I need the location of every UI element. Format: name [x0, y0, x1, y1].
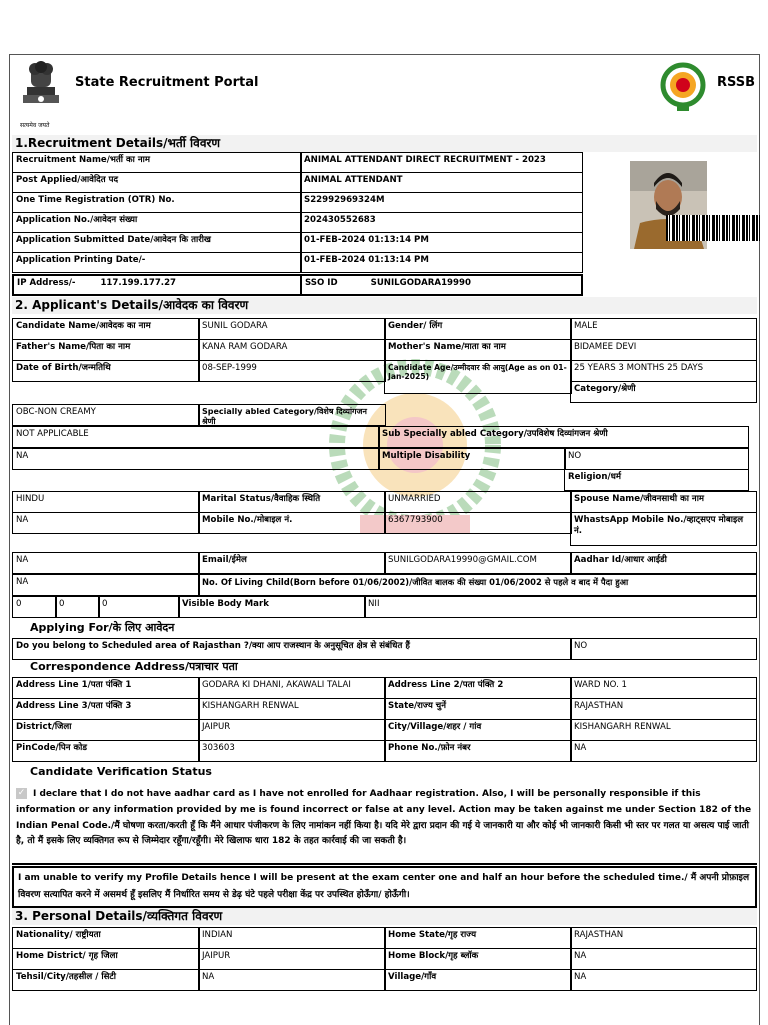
tehsil-label: Tehsil/City/तहसील / सिटी: [12, 969, 200, 991]
post-applied-value: ANIMAL ATTENDANT: [300, 172, 583, 193]
state-label: State/राज्य चुनें: [384, 698, 572, 720]
home-district-label: Home District/ गृह जिला: [12, 948, 200, 970]
category-label: Category/श्रेणी: [570, 381, 757, 403]
address-line1-value: GODARA KI DHANI, AKAWALI TALAI: [198, 677, 386, 699]
children-count-1: 0: [12, 596, 57, 618]
sso-id-label: SSO ID: [305, 278, 338, 288]
body-mark-label: Visible Body Mark: [178, 596, 366, 618]
whatsapp-label: WhastsApp Mobile No./व्हाट्सएप मोबाइल नं.: [570, 512, 757, 546]
dob-label: Date of Birth/जन्मतिथि: [12, 360, 200, 382]
brand-label: RSSB: [717, 75, 756, 90]
tehsil-value: NA: [198, 969, 386, 991]
otr-label: One Time Registration (OTR) No.: [12, 192, 302, 213]
nationality-label: Nationality/ राष्ट्रीयता: [12, 927, 200, 949]
address-line2-value: WARD NO. 1: [570, 677, 757, 699]
whatsapp-value: NA: [12, 552, 200, 574]
specially-abled-value: NOT APPLICABLE: [12, 426, 380, 448]
address-line1-label: Address Line 1/पता पंक्ति 1: [12, 677, 200, 699]
dob-value: 08-SEP-1999: [198, 360, 386, 382]
mobile-label: Mobile No./मोबाइल नं.: [198, 512, 386, 534]
home-block-value: NA: [570, 948, 757, 970]
aadhar-value: NA: [12, 574, 200, 596]
nationality-value: INDIAN: [198, 927, 386, 949]
applicant-section-title: 2. Applicant's Details/आवेदक का विवरण: [12, 297, 757, 314]
city-value: KISHANGARH RENWAL: [570, 719, 757, 741]
candidate-name-value: SUNIL GODARA: [198, 318, 386, 340]
city-label: City/Village/शहर / गांव: [384, 719, 572, 741]
gender-label: Gender/ लिंग: [384, 318, 572, 340]
candidate-name-label: Candidate Name/आवेदक का नाम: [12, 318, 200, 340]
spouse-name-value: NA: [12, 512, 200, 534]
ip-address-label: IP Address/-: [17, 278, 76, 288]
gender-value: MALE: [570, 318, 757, 340]
body-mark-value: NII: [364, 596, 757, 618]
aadhaar-declaration: [12, 783, 757, 865]
applying-for-title: Applying For/के लिए आवेदन: [30, 621, 175, 634]
mother-name-label: Mother's Name/माता का नाम: [384, 339, 572, 361]
pincode-value: 303603: [198, 740, 386, 762]
age-label: Candidate Age/उम्मीदवार की आयु(Age as on 01-Jan-2025): [384, 360, 572, 394]
application-no-value: 202430552683: [300, 212, 583, 233]
village-value: NA: [570, 969, 757, 991]
email-label: Email/ईमेल: [198, 552, 386, 574]
living-children-label: No. Of Living Child(Born before 01/06/2002)/जीवित बालक की संख्या 01/06/2002 से पहले व बाद में पैदा हुआ: [198, 574, 757, 596]
aadhaar-declaration-text: I declare that I do not have aadhar card as I have not enrolled for Aadhaar registration. Also, I will be personally responsible if this information or any information provided by me is found incorrect or false at any level. Action may be taken against me under Section 182 of the Indian Penal Code./मैं घोषणा करता/करती हूँ कि मैंने आधार पंजीकरण के लिए नामांकन नहीं किया है। यदि मेरे द्वारा प्रदान की गई ये जानकारी या और कोई भी जानकारी किसी भी स्तर पर गलत या असत्य पाई जाती है, तो मैं इसके लिए व्यक्तिगत रूप से जिम्मेदार रहूँगा/रहूँगी। मेरे खिलाफ धारा 182 के तहत कार्रवाई की जा सकती है।: [16, 789, 752, 847]
district-label: District/जिला: [12, 719, 200, 741]
scheduled-area-label: Do you belong to Scheduled area of Rajasthan ?/क्या आप राजस्थान के अनुसूचित क्षेत्र से संबंधित हैं: [12, 638, 572, 660]
national-emblem-icon: [15, 59, 67, 123]
application-no-label: Application No./आवेदन संख्या: [12, 212, 302, 233]
aadhar-label: Aadhar Id/आधार आईडी: [570, 552, 757, 574]
portal-title: State Recruitment Portal: [75, 75, 259, 90]
printing-date-value: 01-FEB-2024 01:13:14 PM: [300, 252, 583, 273]
form-header: [10, 55, 759, 135]
village-label: Village/गाँव: [384, 969, 572, 991]
rssb-logo-icon: [660, 59, 706, 115]
multiple-disability-value: NO: [564, 448, 749, 470]
mother-name-value: BIDAMEE DEVI: [570, 339, 757, 361]
email-value: SUNILGODARA19990@GMAIL.COM: [384, 552, 572, 574]
home-state-value: RAJASTHAN: [570, 927, 757, 949]
otr-value: S22992969324M: [300, 192, 583, 213]
multiple-disability-label: Multiple Disability: [378, 448, 566, 470]
recruitment-name-value: ANIMAL ATTENDANT DIRECT RECRUITMENT - 2023: [300, 152, 583, 173]
declaration-checkbox[interactable]: ✓: [17, 788, 26, 798]
ip-address-value: 117.199.177.27: [100, 278, 177, 288]
address-line3-label: Address Line 3/पता पंक्ति 3: [12, 698, 200, 720]
recruitment-section-title: 1.Recruitment Details/भर्ती विवरण: [12, 135, 757, 152]
recruitment-name-label: Recruitment Name/भर्ती का नाम: [12, 152, 302, 173]
ip-address-cell: [12, 274, 302, 296]
religion-value: HINDU: [12, 491, 200, 513]
phone-value: NA: [570, 740, 757, 762]
category-value: OBC-NON CREAMY: [12, 404, 200, 426]
marital-status-label: Marital Status/वैवाहिक स्थिति: [198, 491, 386, 513]
specially-abled-label: Specially abled Category/विशेष दिव्यांगजन श्रेणी: [198, 404, 386, 426]
barcode-icon: [666, 215, 761, 241]
verification-title: Candidate Verification Status: [30, 765, 212, 778]
address-line2-label: Address Line 2/पता पंक्ति 2: [384, 677, 572, 699]
submitted-date-label: Application Submitted Date/आवेदन कि तारीख: [12, 232, 302, 253]
children-count-2: 0: [55, 596, 100, 618]
sub-specially-abled-value: NA: [12, 448, 380, 470]
scheduled-area-value: NO: [570, 638, 757, 660]
home-block-label: Home Block/गृह ब्लॉक: [384, 948, 572, 970]
father-name-label: Father's Name/पिता का नाम: [12, 339, 200, 361]
sso-id-value: SUNILGODARA19990: [370, 278, 471, 288]
children-count-3: 0: [98, 596, 180, 618]
father-name-value: KANA RAM GODARA: [198, 339, 386, 361]
age-value: 25 YEARS 3 MONTHS 25 DAYS: [570, 360, 757, 382]
state-value: RAJASTHAN: [570, 698, 757, 720]
pincode-label: PinCode/पिन कोड: [12, 740, 200, 762]
application-form-page: [9, 54, 760, 1025]
religion-label: Religion/धर्म: [564, 469, 749, 491]
spouse-name-label: Spouse Name/जीवनसाथी का नाम: [570, 491, 757, 513]
address-line3-value: KISHANGARH RENWAL: [198, 698, 386, 720]
address-title: Correspondence Address/पत्राचार पता: [30, 660, 238, 673]
sso-id-cell: [300, 274, 583, 296]
home-district-value: JAIPUR: [198, 948, 386, 970]
mobile-value: 6367793900: [384, 512, 572, 534]
sub-specially-abled-label: Sub Specially abled Category/उपविशेष दिव्यांगजन श्रेणी: [378, 426, 749, 448]
phone-label: Phone No./फ़ोन नंबर: [384, 740, 572, 762]
emblem-motto: सत्यमेव जयते: [20, 122, 50, 129]
district-value: JAIPUR: [198, 719, 386, 741]
printing-date-label: Application Printing Date/-: [12, 252, 302, 273]
home-state-label: Home State/गृह राज्य: [384, 927, 572, 949]
profile-declaration: I am unable to verify my Profile Details hence I will be present at the exam center one and half an hour before the scheduled time./ मैं अपनी प्रोफ़ाइल विवरण सत्यापित करने में असमर्थ हूँ इसलिए मैं निर्धारित समय से डेढ़ घंटे पहले परीक्षा केंद्र पर उपस्थित होऊँगा/ होऊँगी।: [12, 866, 757, 908]
submitted-date-value: 01-FEB-2024 01:13:14 PM: [300, 232, 583, 253]
post-applied-label: Post Applied/आवेदित पद: [12, 172, 302, 193]
marital-status-value: UNMARRIED: [384, 491, 572, 513]
personal-section-title: 3. Personal Details/व्यक्तिगत विवरण: [12, 908, 757, 925]
